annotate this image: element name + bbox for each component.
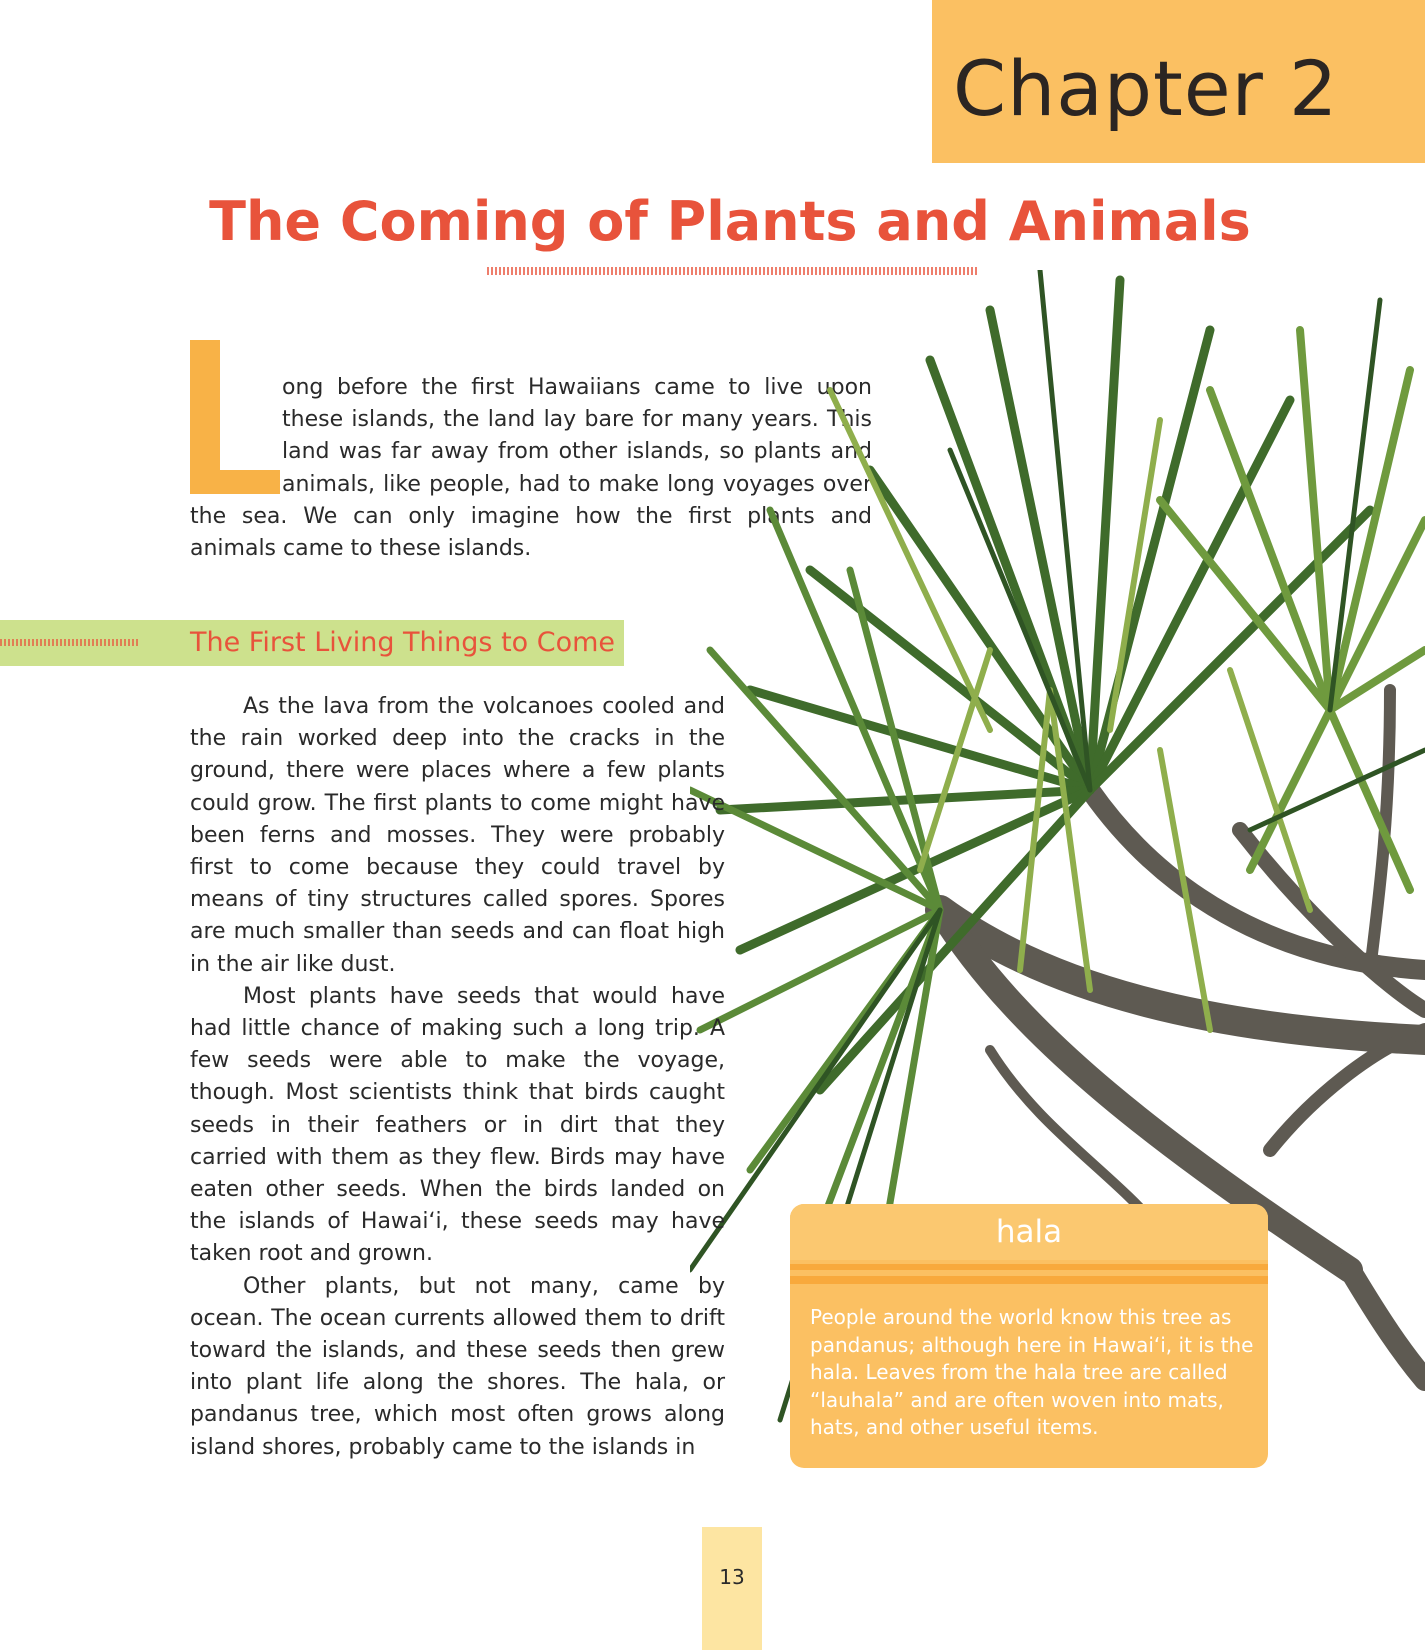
body-paragraph: Most plants have seeds that would have had little chance of making such a long trip. A few seeds were able to make the voyage, though. Most scientists think that birds caught seeds in their feathers or in dirt that they carried with them as they flew. Birds may have eaten other seeds. When the birds landed on the islands of Hawaiʻi, these seeds may have taken root and grown. (190, 983, 725, 1267)
hala-sidebar-stripe (790, 1264, 1268, 1270)
section-heading: The First Living Things to Come (190, 627, 616, 658)
body-paragraph: Other plants, but not many, came by ocean. The ocean currents allowed them to drift toward the islands, and these seeds then grew into plant life along the shores. The hala, or pandanus tree, which most often grows along island shores, probably came to the islands in (190, 1273, 725, 1460)
intro-text: ong before the first Hawaiians came to live upon these islands, the land lay bare for many years. This land was far away from other islands, so plants and animals, like people, had to make long voyages over the sea. We can only imagine how the first plants and animals came to these islands. (190, 375, 872, 562)
body-text (190, 691, 725, 1464)
hala-sidebar-title: hala (995, 1214, 1063, 1250)
hala-sidebar-text: People around the world know this tree as pandanus; although here in Hawaiʻi, it is the hala. Leaves from the hala tree are called “lauhala” and are often woven into mats, hats, and other useful items. (810, 1305, 1254, 1439)
hala-sidebar (790, 1204, 1268, 1468)
page-title: The Coming of Plants and Animals (209, 190, 1251, 253)
page-number: 13 (719, 1565, 745, 1589)
section-heading-rule (0, 639, 140, 646)
hala-sidebar-stripe (790, 1276, 1268, 1284)
body-paragraph: As the lava from the volcanoes cooled and the rain worked deep into the cracks in the ground, there were places where a few plants could grow. The first plants to come might have been ferns and mosses. They were probably first to come because they could travel by means of tiny structures called spores. Spores are much smaller than seeds and can float high in the air like dust. (190, 694, 725, 977)
chapter-label: Chapter 2 (953, 44, 1339, 133)
